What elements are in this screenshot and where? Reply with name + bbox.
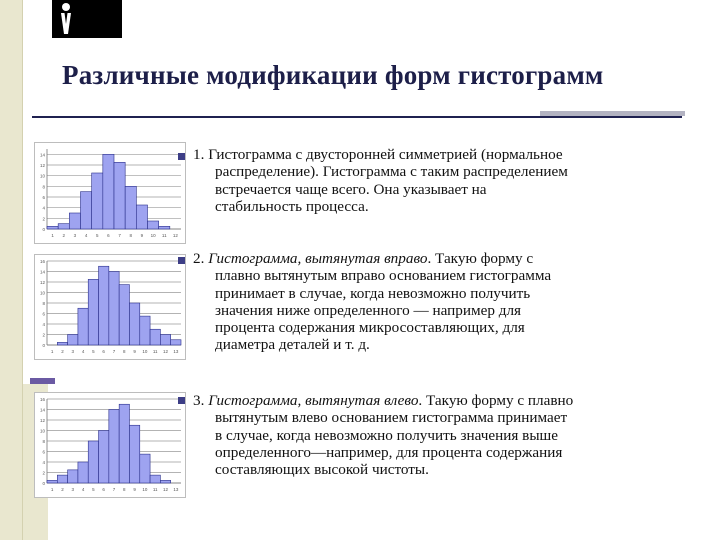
paragraph-line: 1. Гистограмма с двусторонней симметрией (нормальное	[193, 146, 563, 163]
histogram-bar	[58, 224, 69, 229]
x-tick-label: 5	[95, 233, 99, 238]
y-tick-label: 10	[39, 173, 45, 179]
y-tick-label: 14	[39, 152, 45, 158]
y-tick-label: 0	[42, 481, 45, 486]
histogram-bar	[129, 303, 139, 345]
x-tick-label: 12	[163, 487, 169, 492]
histogram-bar	[140, 316, 150, 345]
x-tick-label: 8	[123, 349, 126, 354]
x-tick-label: 8	[123, 487, 126, 492]
y-tick-label: 8	[42, 439, 45, 444]
x-tick-label: 4	[81, 349, 85, 354]
item-number: 2.	[193, 250, 209, 267]
x-tick-label: 9	[140, 233, 144, 238]
accent-bar	[30, 378, 55, 384]
y-tick-label: 4	[42, 460, 45, 465]
x-tick-label: 4	[84, 233, 88, 238]
histogram-bar	[109, 410, 119, 484]
vertical-divider	[22, 0, 23, 540]
histogram-bar	[160, 335, 170, 346]
histogram-bar	[136, 205, 147, 229]
x-tick-label: 2	[61, 487, 64, 492]
x-tick-label: 5	[92, 487, 95, 492]
paragraph-line: плавно вытянутым вправо основанием гистограмма	[215, 267, 552, 285]
x-tick-label: 13	[173, 349, 179, 354]
x-tick-label: 3	[73, 233, 77, 238]
paragraph-line: процента содержания микросоставляющих, для	[215, 319, 525, 337]
item-term: Гистограмма, вытянутая влево	[208, 392, 419, 409]
histogram-bar	[68, 335, 78, 346]
histogram-bar	[150, 475, 160, 483]
y-tick-label: 10	[39, 428, 45, 434]
y-tick-label: 14	[39, 269, 45, 275]
square-bullet-icon	[178, 397, 185, 404]
x-tick-label: 7	[112, 487, 116, 492]
y-tick-label: 0	[42, 343, 45, 348]
histogram-bar	[99, 266, 109, 345]
histogram-bar	[88, 441, 98, 483]
square-bullet-icon	[178, 153, 185, 160]
histogram-bar	[160, 480, 170, 483]
square-bullet-icon	[178, 257, 185, 264]
x-tick-label: 6	[102, 349, 105, 354]
x-tick-label: 3	[71, 349, 75, 354]
histogram-right-skewed	[34, 254, 186, 360]
histogram-bar	[92, 173, 103, 229]
histogram-chart	[35, 393, 185, 497]
histogram-symmetric	[34, 142, 186, 244]
histogram-bar	[47, 226, 58, 229]
x-tick-label: 1	[51, 233, 54, 238]
histogram-bar	[129, 425, 139, 483]
histogram-bar	[88, 279, 98, 345]
x-tick-label: 6	[107, 233, 110, 238]
y-tick-label: 2	[42, 332, 45, 338]
histogram-bar	[69, 213, 80, 229]
histogram-chart	[35, 143, 185, 243]
paragraph-line: в случае, когда невозможно получить значения выше	[215, 426, 558, 444]
x-tick-label: 11	[161, 233, 167, 238]
y-tick-label: 12	[39, 163, 45, 168]
x-tick-label: 12	[163, 349, 169, 354]
histogram-bar	[78, 462, 88, 483]
histogram-bar	[171, 340, 181, 345]
x-tick-label: 8	[129, 233, 133, 238]
slide-title: Различные модификации форм гистограмм	[62, 60, 604, 90]
y-tick-label: 6	[42, 449, 45, 455]
histogram-bar	[125, 186, 136, 229]
histogram-bar	[148, 221, 159, 229]
x-tick-label: 9	[133, 349, 136, 354]
histogram-bar	[57, 475, 67, 483]
histogram-bar	[114, 162, 125, 229]
item-lead-text: . Такую форму с плавно	[418, 392, 574, 409]
paragraph-symmetric	[193, 146, 568, 215]
y-tick-label: 14	[39, 407, 45, 413]
paragraph-line: диаметра деталей и т. д.	[215, 336, 370, 354]
histogram-bar	[103, 154, 114, 229]
paragraph-lead-line	[193, 250, 551, 267]
y-tick-label: 8	[42, 301, 45, 306]
paragraph-line: вытянутым влево основанием гистограмма принимает	[215, 409, 568, 427]
x-tick-label: 11	[152, 349, 158, 354]
histogram-bar	[78, 308, 88, 345]
paragraph-line: принимает в случае, когда невозможно получить	[215, 284, 531, 302]
item-lead-text: . Такую форму с	[427, 250, 534, 267]
x-tick-label: 10	[142, 487, 148, 492]
y-tick-label: 6	[42, 195, 45, 200]
paragraph-line: определенного—например, для процента содержания	[215, 443, 563, 461]
leader-silhouette-icon	[52, 0, 122, 38]
item-number: 3.	[193, 392, 209, 409]
histogram-bar	[57, 342, 67, 345]
paragraph-line: стабильность процесса.	[215, 197, 369, 215]
y-tick-label: 0	[42, 227, 45, 232]
y-tick-label: 4	[42, 322, 45, 327]
y-tick-label: 16	[39, 259, 45, 264]
item-term: Гистограмма, вытянутая вправо	[208, 250, 428, 267]
histogram-bar	[81, 192, 92, 229]
x-tick-label: 12	[172, 233, 178, 238]
x-tick-label: 10	[150, 233, 156, 238]
x-tick-label: 6	[102, 487, 105, 492]
y-tick-label: 12	[39, 418, 45, 423]
x-tick-label: 2	[61, 349, 64, 354]
histogram-bar	[140, 454, 150, 483]
histogram-bar	[47, 480, 57, 483]
paragraph-line: распределение). Гистограмма с таким распределением	[215, 163, 568, 181]
y-tick-label: 8	[42, 184, 45, 190]
x-tick-label: 4	[81, 487, 85, 492]
histogram-bar	[159, 226, 170, 229]
paragraph-left-skewed	[193, 392, 573, 478]
y-tick-label: 16	[39, 397, 45, 402]
histogram-bar	[68, 470, 78, 483]
paragraph-line: встречается чаще всего. Она указывает на	[215, 180, 487, 198]
histogram-bar	[99, 431, 109, 484]
x-tick-label: 5	[92, 349, 95, 354]
paragraph-line: значения ниже определенного — например для	[215, 301, 522, 319]
x-tick-label: 10	[142, 349, 148, 354]
title-rule	[32, 116, 682, 118]
x-tick-label: 1	[50, 349, 54, 354]
paragraph-right-skewed	[193, 250, 551, 354]
histogram-bar	[119, 404, 129, 483]
y-tick-label: 2	[42, 470, 45, 476]
x-tick-label: 9	[133, 487, 136, 492]
y-tick-label: 6	[42, 311, 45, 317]
histogram-bar	[119, 285, 129, 345]
x-tick-label: 7	[112, 349, 116, 354]
histogram-bar	[150, 329, 160, 345]
histogram-chart	[35, 255, 185, 359]
paragraph-lead-line	[193, 392, 573, 409]
y-tick-label: 12	[39, 280, 45, 285]
x-tick-label: 3	[71, 487, 75, 492]
y-tick-label: 2	[42, 216, 45, 222]
histogram-left-skewed	[34, 392, 186, 498]
histogram-bar	[109, 272, 119, 346]
x-tick-label: 1	[50, 487, 54, 492]
y-tick-label: 10	[39, 290, 45, 296]
y-tick-label: 4	[42, 205, 45, 211]
x-tick-label: 13	[173, 487, 179, 492]
x-tick-label: 11	[152, 487, 158, 492]
x-tick-label: 2	[62, 233, 66, 238]
x-tick-label: 7	[118, 233, 121, 238]
paragraph-line: составляющих высокой чистоты.	[215, 461, 429, 479]
